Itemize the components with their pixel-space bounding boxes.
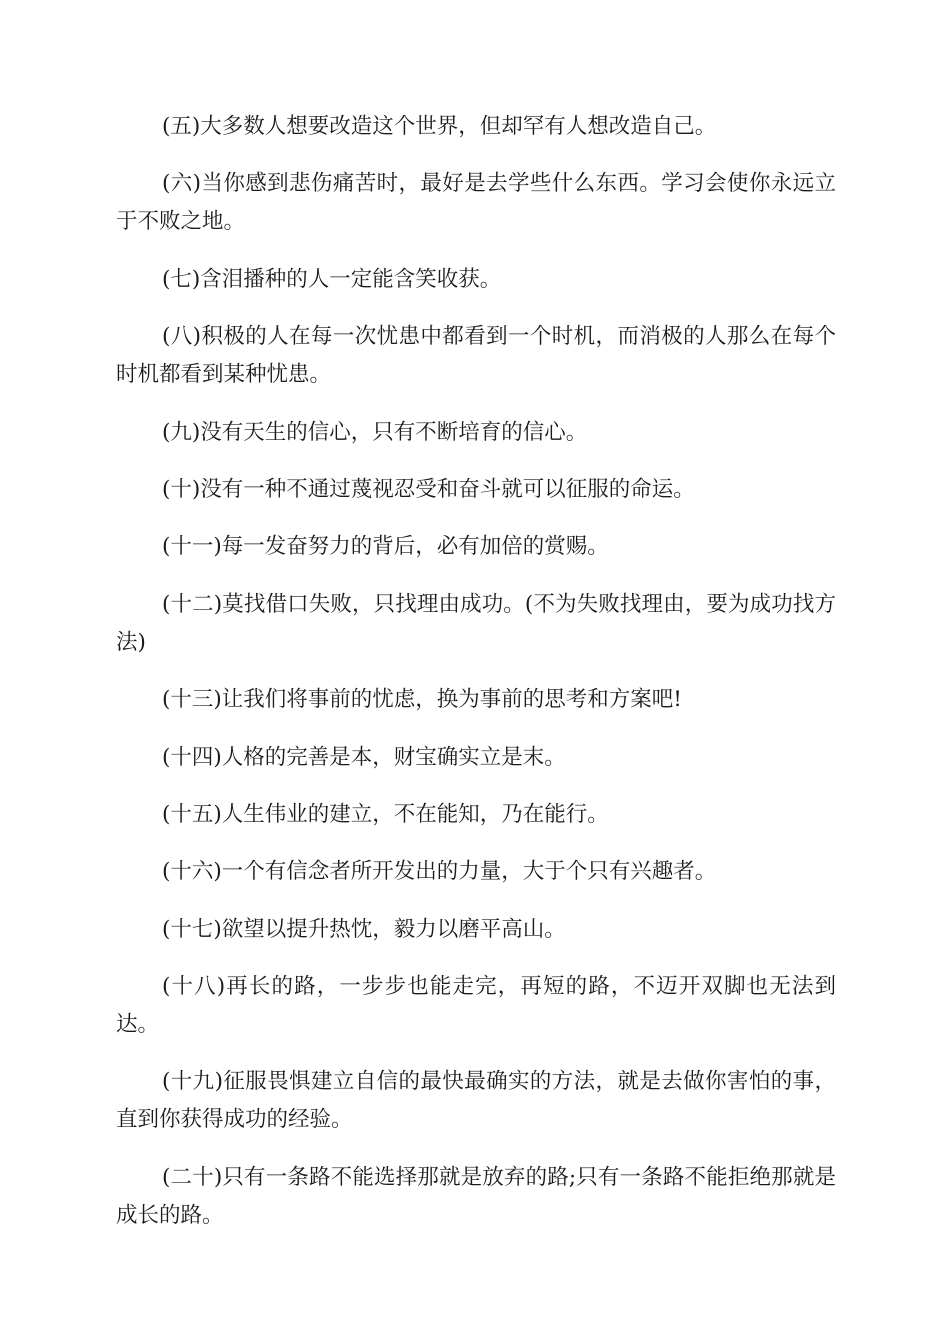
paragraph-11: (十一)每一发奋努力的背后，必有加倍的赏赐。 [162, 534, 609, 560]
paragraph-5: (五)大多数人想要改造这个世界，但却罕有人想改造自己。 [162, 114, 717, 139]
paragraph-20: (二十)只有一条路不能选择那就是放弃的路;只有一条路不能拒绝那就是成长的路。 [116, 1164, 836, 1228]
paragraph-8: (八)积极的人在每一次忧患中都看到一个时机，而消极的人那么在每个时机都看到某种忧患。 [116, 324, 836, 388]
paragraph-10: (十)没有一种不通过蔑视忍受和奋斗就可以征服的命运。 [162, 476, 695, 502]
paragraph-9: (九)没有天生的信心，只有不断培育的信心。 [162, 419, 588, 445]
paragraph-13: (十三)让我们将事前的忧虑，换为事前的思考和方案吧! [162, 687, 682, 713]
paragraph-17: (十七)欲望以提升热忱，毅力以磨平高山。 [162, 916, 566, 942]
paragraph-15: (十五)人生伟业的建立，不在能知，乃在能行。 [162, 801, 609, 827]
paragraph-14: (十四)人格的完善是本，财宝确实立是末。 [162, 744, 566, 770]
paragraph-19: (十九)征服畏惧建立自信的最快最确实的方法，就是去做你害怕的事，直到你获得成功的经验。 [116, 1069, 836, 1133]
paragraph-16: (十六)一个有信念者所开发出的力量，大于个只有兴趣者。 [162, 859, 717, 885]
paragraph-12: (十二)莫找借口失败，只找理由成功。(不为失败找理由，要为成功找方法) [116, 591, 836, 655]
paragraph-7: (七)含泪播种的人一定能含笑收获。 [162, 266, 502, 292]
paragraph-6: (六)当你感到悲伤痛苦时，最好是去学些什么东西。学习会使你永远立于不败之地。 [116, 171, 836, 235]
document-body [116, 108, 836, 1254]
paragraph-18: (十八)再长的路，一步步也能走完，再短的路，不迈开双脚也无法到达。 [116, 974, 836, 1038]
